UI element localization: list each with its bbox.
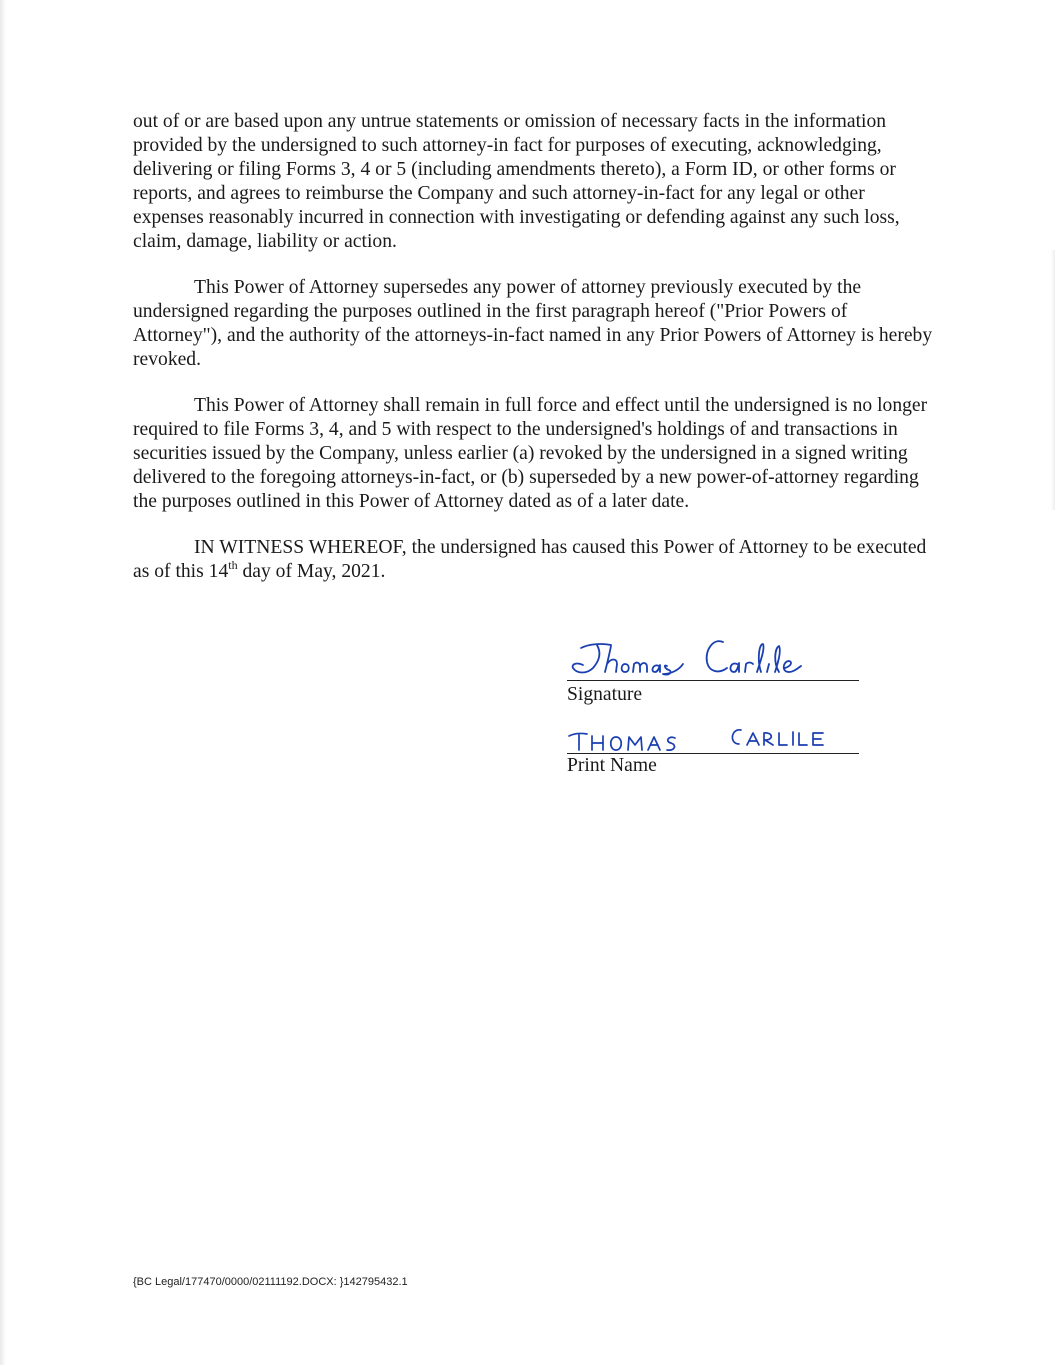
witness-text-before: IN WITNESS WHEREOF, the undersigned has caused this Power of Attorney to be executed as of this 14 (133, 537, 927, 582)
paragraph-supersedes: This Power of Attorney supersedes any power of attorney previously executed by the undersigned regarding the purposes outlined in the first paragraph hereof ("Prior Powers of Attorney"), and the authority of the attorneys-in-fact named in any Prior Powers of Attorney is hereby revoked. (133, 277, 933, 370)
signature-block (567, 630, 859, 710)
document-footer-reference: {BC Legal/177470/0000/02111192.DOCX: }142795432.1 (133, 1276, 408, 1288)
scan-edge-right (1051, 250, 1055, 510)
handwritten-signature (567, 630, 859, 682)
signature-label: Signature (567, 684, 643, 705)
scan-edge-left (0, 0, 6, 1365)
witness-text-after: day of May, 2021. (237, 561, 386, 582)
document-body (133, 110, 933, 606)
witness-superscript: th (228, 558, 238, 572)
paragraph-duration: This Power of Attorney shall remain in full force and effect until the undersigned is no longer required to file Forms 3, 4, and 5 with respect to the undersigned's holdings of and transactions in securities issued by the Company, unless earlier (a) revoked by the undersigned in a signed writing delivered to the foregoing attorneys-in-fact, or (b) superseded by a new power-of-attorney regarding the purposes outlined in this Power of Attorney dated as of a later date. (133, 395, 928, 512)
print-name-label: Print Name (567, 755, 657, 776)
paragraph-indemnity: out of or are based upon any untrue statements or omission of necessary facts in the information provided by the undersigned to such attorney-in fact for purposes of executing, acknowledging, delivering or filing Forms 3, 4 or 5 (including amendments thereto), a Form ID, or other forms or reports, and agrees to reimburse the Company and such attorney-in-fact for any legal or other expenses reasonably incurred in connection with investigating or defending against any such loss, claim, damage, liability or action. (133, 111, 900, 252)
print-name-block (567, 720, 859, 780)
print-name-line (567, 753, 859, 754)
paragraph-witness (133, 536, 933, 584)
signature-line (567, 680, 859, 681)
handwritten-print-name (567, 720, 859, 754)
